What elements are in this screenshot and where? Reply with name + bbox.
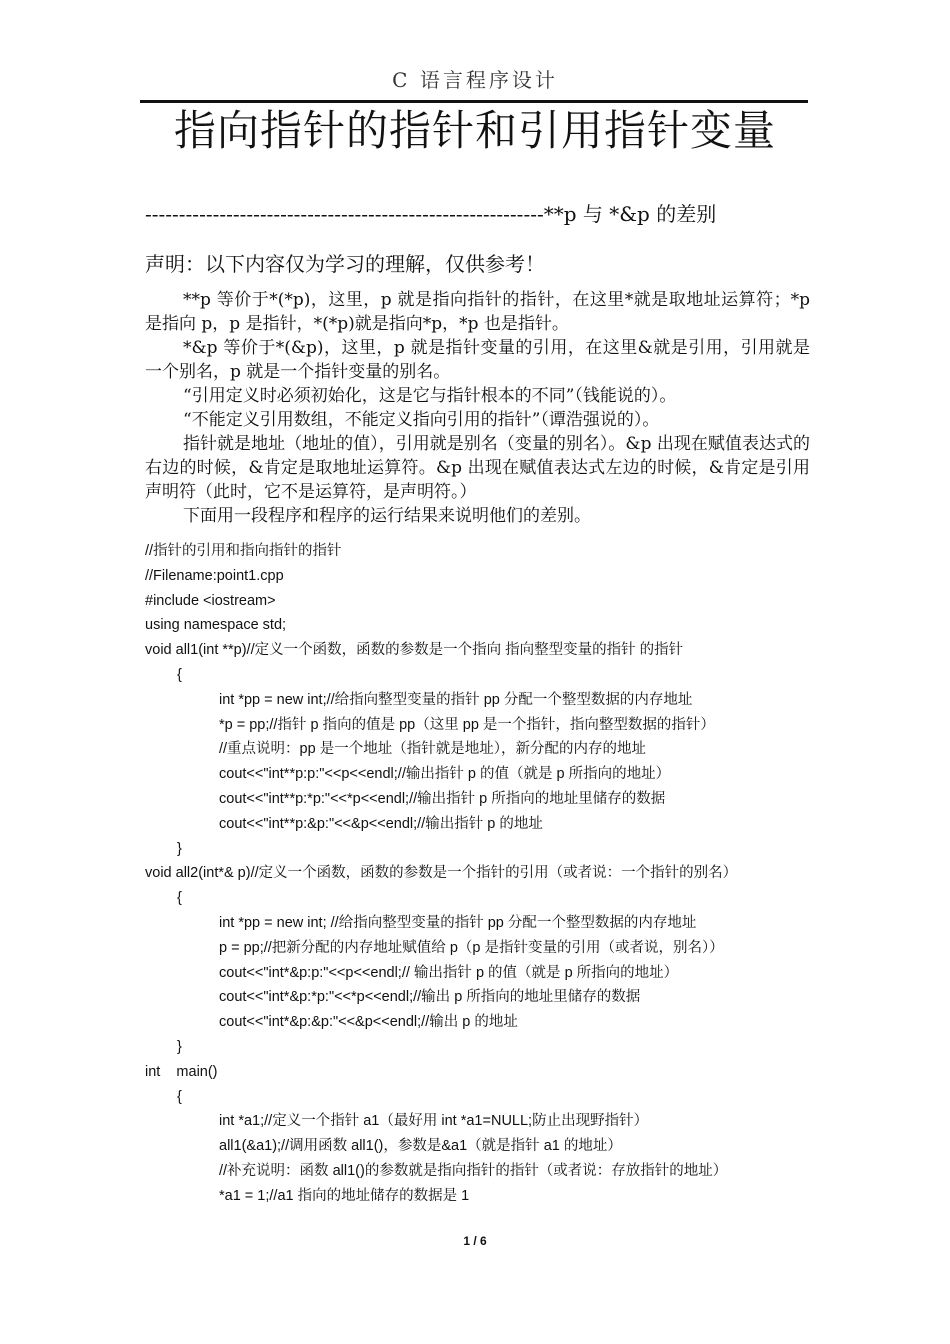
paragraph: *&p 等价于*(&p)，这里，p 就是指针变量的引用，在这里&就是引用，引用就是一个别名，p 就是一个指针变量的别名。 — [145, 338, 810, 382]
code-line: cout<<"int**p:*p:"<<*p<<endl;//输出指针 p 所指向的地址里储存的数据 — [219, 790, 666, 807]
code-line: } — [177, 1038, 182, 1055]
code-line: *a1 = 1;//a1 指向的地址储存的数据是 1 — [219, 1187, 470, 1204]
code-line: cout<<"int*&p:&p:"<<&p<<endl;//输出 p 的地址 — [219, 1014, 518, 1031]
code-line: } — [177, 840, 182, 857]
code-line: int *pp = new int;//给指向整型变量的指针 pp 分配一个整型数据的内存地址 — [219, 691, 693, 708]
document-title: 指向指针的指针和引用指针变量 — [173, 106, 776, 155]
paragraph: 指针就是地址（地址的值），引用就是别名（变量的别名）。&p 出现在赋值表达式的右边的时候，&肯定是取地址运算符。&p 出现在赋值表达式左边的时候，&肯定是引用声明符（此时，它不是运算符，是声明符。） — [145, 434, 810, 502]
code-line: //Filename:point1.cpp — [145, 567, 284, 584]
paragraph: “不能定义引用数组，不能定义指向引用的指针”（谭浩强说的）。 — [183, 410, 660, 430]
declaration-line: 声明：以下内容仅为学习的理解，仅供参考！ — [145, 252, 545, 276]
code-line: void all1(int **p)//定义一个函数，函数的参数是一个指向 指向整型变量的指针 的指针 — [145, 642, 684, 659]
running-header: C 语言程序设计 — [392, 68, 558, 92]
section-subtitle: -----------------------------------------------------------**p 与 *&p 的差别 — [145, 202, 717, 226]
code-line: cout<<"int**p:&p:"<<&p<<endl;//输出指针 p 的地址 — [219, 815, 543, 832]
paragraph: “引用定义时必须初始化，这是它与指针根本的不同”（钱能说的）。 — [183, 386, 677, 406]
code-line: cout<<"int*&p:*p:"<<*p<<endl;//输出 p 所指向的地址里储存的数据 — [219, 989, 641, 1006]
code-line: all1(&a1);//调用函数 all1()，参数是&a1（就是指针 a1 的地址） — [219, 1138, 622, 1155]
code-line: { — [177, 890, 182, 907]
code-line: int main() — [145, 1063, 218, 1080]
code-line: //重点说明：pp 是一个地址（指针就是地址），新分配的内存的地址 — [219, 741, 646, 758]
code-line: //补充说明：函数 all1()的参数就是指向指针的指针（或者说：存放指针的地址） — [219, 1162, 728, 1179]
page-number: 1 / 6 — [463, 1234, 487, 1248]
body-text — [145, 288, 810, 528]
code-line: #include <iostream> — [145, 592, 276, 609]
code-line: { — [177, 666, 182, 683]
code-line: p = pp;//把新分配的内存地址赋值给 p（p 是指针变量的引用（或者说，别名）） — [219, 939, 724, 956]
code-line: { — [177, 1088, 182, 1105]
code-line: int *a1;//定义一个指针 a1（最好用 int *a1=NULL;防止出现野指针） — [219, 1113, 649, 1130]
header-rule — [140, 100, 808, 103]
paragraph: 下面用一段程序和程序的运行结果来说明他们的差别。 — [183, 506, 591, 526]
code-line: int *pp = new int; //给指向整型变量的指针 pp 分配一个整型数据的内存地址 — [219, 914, 697, 931]
code-listing — [145, 539, 825, 1209]
code-line: void all2(int*& p)//定义一个函数，函数的参数是一个指针的引用（或者说：一个指针的别名） — [145, 865, 738, 882]
code-line: using namespace std; — [145, 617, 287, 634]
code-line: //指针的引用和指向指针的指针 — [145, 543, 342, 559]
code-line: cout<<"int*&p:p:"<<p<<endl;// 输出指针 p 的值（就是 p 所指向的地址） — [219, 964, 679, 981]
code-line: cout<<"int**p:p:"<<p<<endl;//输出指针 p 的值（就是 p 所指向的地址） — [219, 766, 671, 783]
paragraph: **p 等价于*(*p)，这里，p 就是指向指针的指针，在这里*就是取地址运算符；*p 是指向 p，p 是指针，*(*p)就是指向*p，*p 也是指针。 — [145, 290, 810, 334]
code-line: *p = pp;//指针 p 指向的值是 pp（这里 pp 是一个指针，指向整型数据的指针） — [219, 716, 715, 733]
